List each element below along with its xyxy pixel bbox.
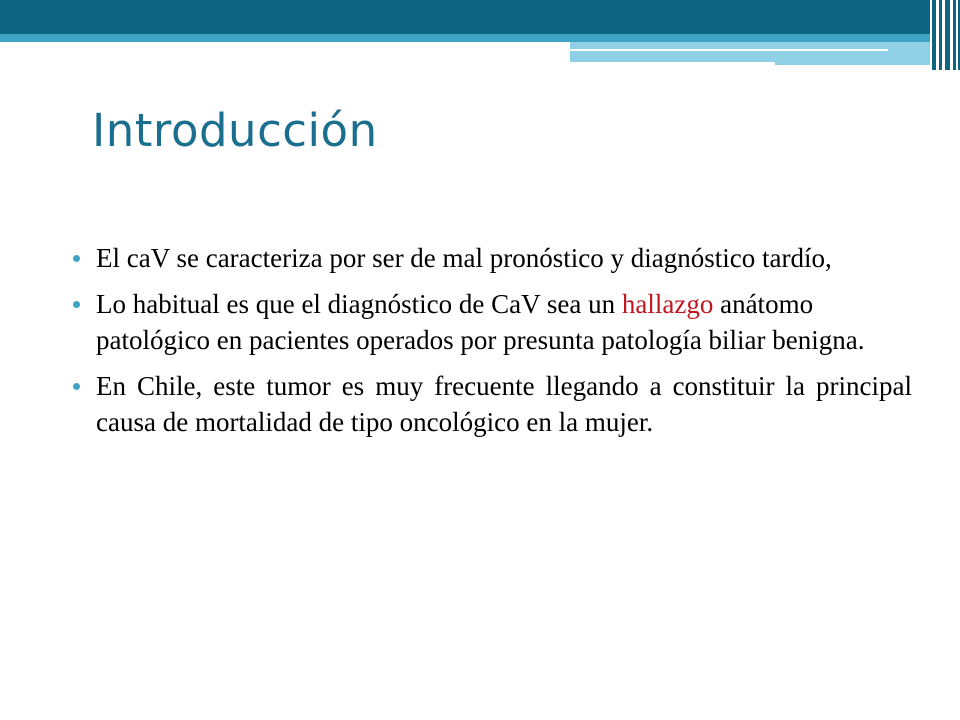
- bullet-dot-icon: [73, 301, 80, 308]
- header-banner: [0, 0, 960, 70]
- bullet-list: [70, 240, 912, 450]
- bullet-dot-icon: [73, 255, 80, 262]
- bullet-item: [70, 368, 912, 440]
- banner-dark-band: [0, 0, 930, 34]
- banner-stripe: [953, 0, 956, 70]
- bullet-item: [70, 286, 912, 358]
- bullet-text-before: Lo habitual es que el diagnóstico de CaV sea un: [96, 289, 622, 319]
- bullet-highlight: hallazgo: [621, 289, 714, 319]
- bullet-dot-icon: [73, 383, 80, 390]
- banner-mid-band: [0, 34, 930, 42]
- banner-white-line: [570, 49, 888, 51]
- bullet-item: [70, 240, 912, 276]
- banner-stripe: [932, 0, 936, 70]
- banner-light-band: [570, 42, 930, 62]
- bullet-text: En Chile, este tumor es muy frecuente llegando a constituir la principal causa de mortalidad de tipo oncológico en la mujer.: [96, 371, 912, 437]
- banner-vertical-stripes: [930, 0, 960, 70]
- bullet-text-after: anátomo patológico en pacientes operados por presunta patología biliar benigna.: [96, 289, 865, 355]
- banner-stripe: [939, 0, 942, 70]
- bullet-text: El caV se caracteriza por ser de mal pronóstico y diagnóstico tardío,: [96, 243, 832, 273]
- banner-light-strip: [775, 62, 930, 65]
- slide-title: Introducción: [92, 104, 378, 157]
- banner-stripe: [945, 0, 950, 70]
